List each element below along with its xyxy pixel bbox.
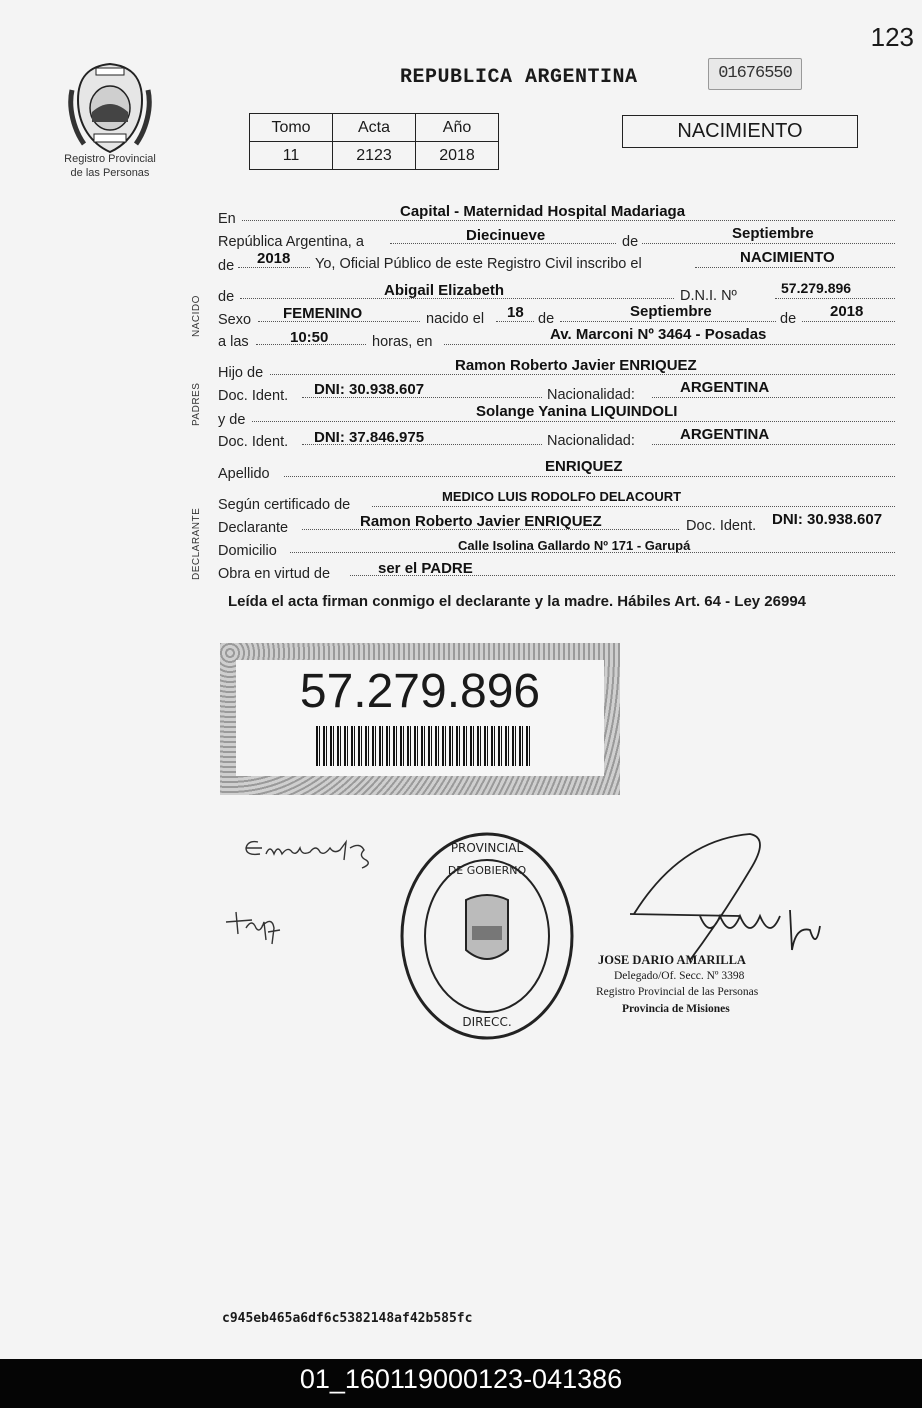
- serial-number: 01676550: [708, 58, 802, 90]
- label-nacionalidad: Nacionalidad:: [547, 387, 635, 403]
- record-header-acta: Acta: [333, 114, 416, 142]
- value-apellido: ENRIQUEZ: [545, 458, 623, 475]
- label-segun: Según certificado de: [218, 497, 351, 513]
- side-label-declarante: DECLARANTE: [191, 507, 202, 580]
- dotted-line: [270, 374, 895, 375]
- registry-name-line2: de las Personas: [70, 167, 150, 179]
- closing-note: Leída el acta firman conmigo el declarante y la madre. Hábiles Art. 64 - Ley 26994: [228, 593, 807, 610]
- signature-province: Provincia de Misiones: [622, 1003, 730, 1015]
- value-inscribo: NACIMIENTO: [740, 249, 835, 266]
- value-birth-year: 2018: [830, 303, 864, 320]
- svg-text:DE GOBIERNO: DE GOBIERNO: [447, 864, 527, 877]
- label-doc-ident: Doc. Ident.: [218, 388, 289, 404]
- value-domicilio: Calle Isolina Gallardo Nº 171 - Garupá: [458, 538, 691, 553]
- act-type-box: NACIMIENTO: [622, 115, 858, 148]
- value-time: 10:50: [290, 329, 329, 346]
- label-horas-en: horas, en: [372, 334, 433, 350]
- dotted-line: [802, 321, 895, 322]
- value-declarante: Ramon Roberto Javier ENRIQUEZ: [360, 513, 602, 530]
- label-obra: Obra en virtud de: [218, 566, 331, 582]
- record-header-tomo: Tomo: [250, 114, 333, 142]
- value-mother: Solange Yanina LIQUINDOLI: [476, 403, 678, 420]
- document-title: REPUBLICA ARGENTINA: [400, 66, 638, 89]
- label-de: de: [622, 234, 639, 250]
- value-father-nationality: ARGENTINA: [680, 379, 770, 396]
- value-year: 2018: [257, 250, 291, 267]
- handwritten-signature-enriquez: [240, 826, 380, 876]
- value-father: Ramon Roberto Javier ENRIQUEZ: [455, 357, 697, 374]
- label-de: de: [780, 311, 797, 327]
- label-a-las: a las: [218, 334, 249, 350]
- label-y-de: y de: [218, 412, 246, 428]
- dotted-line: [372, 506, 895, 507]
- value-certificado: MEDICO LUIS RODOLFO DELACOURT: [442, 489, 682, 504]
- dotted-line: [444, 344, 895, 345]
- dotted-line: [652, 397, 895, 398]
- value-birth-month: Septiembre: [630, 303, 712, 320]
- dotted-line: [238, 267, 310, 268]
- value-place: Capital - Maternidad Hospital Madariaga: [400, 203, 686, 220]
- record-value-ano: 2018: [416, 142, 499, 170]
- label-nacido-el: nacido el: [426, 311, 485, 327]
- signature-office: Registro Provincial de las Personas: [596, 986, 759, 998]
- handwritten-signature-mother: [222, 904, 292, 946]
- label-republica: República Argentina, a: [218, 234, 364, 250]
- value-declarante-doc: DNI: 30.938.607: [772, 511, 883, 528]
- province-shield-logo: [68, 60, 152, 156]
- value-child-dni: 57.279.896: [781, 280, 852, 296]
- label-year-de: de: [218, 258, 235, 274]
- label-apellido: Apellido: [218, 466, 270, 482]
- dotted-line: [695, 267, 895, 268]
- dotted-line: [642, 243, 895, 244]
- dotted-line: [242, 220, 895, 221]
- label-oficial: Yo, Oficial Público de este Registro Civil inscribo el: [315, 256, 642, 272]
- value-sexo: FEMENINO: [283, 305, 363, 322]
- document-hash: c945eb465a6df6c5382148af42b585fc: [222, 1311, 473, 1326]
- dotted-line: [284, 476, 895, 477]
- side-label-nacido: NACIDO: [191, 295, 202, 337]
- svg-text:DIRECC.: DIRECC.: [462, 1015, 512, 1029]
- label-de: de: [538, 311, 555, 327]
- value-obra: ser el PADRE: [378, 560, 473, 577]
- svg-text:PROVINCIAL: PROVINCIAL: [450, 841, 524, 855]
- label-doc-ident: Doc. Ident.: [686, 518, 757, 534]
- value-birth-place: Av. Marconi Nº 3464 - Posadas: [550, 326, 767, 343]
- label-dni: D.N.I. Nº: [680, 288, 737, 304]
- dotted-line: [252, 421, 895, 422]
- label-sexo: Sexo: [218, 312, 252, 328]
- value-mother-doc: DNI: 37.846.975: [314, 429, 425, 446]
- value-mother-nationality: ARGENTINA: [680, 426, 770, 443]
- barcode-number: 57.279.896: [299, 665, 541, 718]
- dotted-line: [560, 321, 776, 322]
- record-value-acta: 2123: [333, 142, 416, 170]
- value-month: Septiembre: [732, 225, 814, 242]
- label-en: En: [218, 211, 236, 227]
- dotted-line: [652, 444, 895, 445]
- official-seal: [398, 830, 576, 1042]
- signature-name: JOSE DARIO AMARILLA: [598, 953, 746, 967]
- record-value-tomo: 11: [250, 142, 333, 170]
- label-declarante: Declarante: [218, 520, 289, 536]
- label-hijo-de: Hijo de: [218, 365, 264, 381]
- value-day: Diecinueve: [466, 227, 546, 244]
- footer-file-id: 01_160119000123-041386: [0, 1359, 922, 1408]
- value-father-doc: DNI: 30.938.607: [314, 381, 425, 398]
- label-name-de: de: [218, 289, 235, 305]
- signature-role: Delegado/Of. Secc. Nº 3398: [614, 970, 745, 982]
- label-domicilio: Domicilio: [218, 543, 277, 559]
- label-doc-ident: Doc. Ident.: [218, 434, 289, 450]
- dotted-line: [775, 298, 895, 299]
- registry-name-line1: Registro Provincial: [64, 153, 156, 165]
- page-number: 123: [870, 22, 914, 52]
- side-label-padres: PADRES: [191, 382, 202, 426]
- label-nacionalidad: Nacionalidad:: [547, 433, 635, 449]
- dotted-line: [496, 321, 534, 322]
- value-birth-day: 18: [507, 304, 524, 321]
- barcode-bars: [316, 726, 532, 766]
- value-child-name: Abigail Elizabeth: [384, 282, 505, 299]
- record-table: [249, 113, 499, 170]
- record-header-ano: Año: [416, 114, 499, 142]
